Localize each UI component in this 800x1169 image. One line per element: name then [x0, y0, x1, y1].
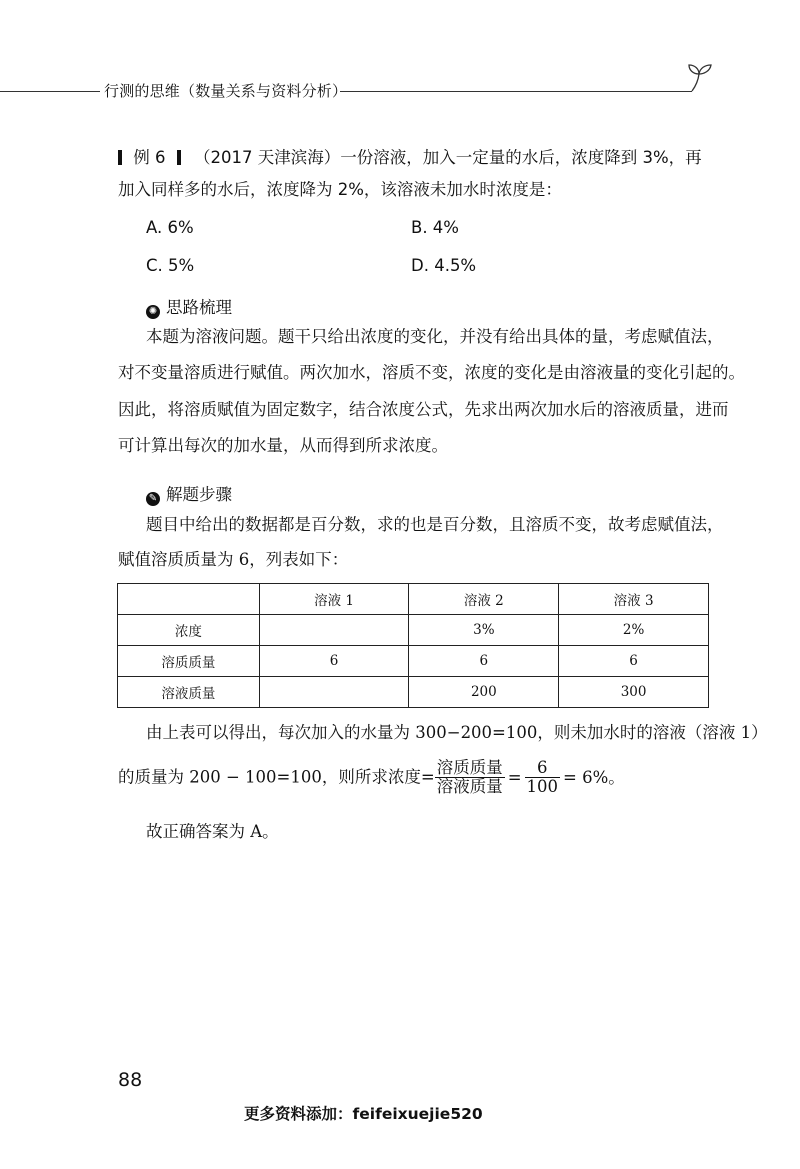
- fraction-denominator: 100: [526, 777, 559, 796]
- label-bar-left: [118, 150, 122, 165]
- option-d: D. 4.5%: [411, 256, 477, 275]
- question-text-1: 一份溶液，加入一定量的水后，浓度降到 3%，再: [340, 148, 702, 167]
- fraction-denominator: 溶液质量: [436, 777, 503, 796]
- lightbulb-icon: ✺: [146, 305, 160, 319]
- formula-equals: =: [507, 767, 522, 787]
- table-cell: 6: [409, 646, 559, 677]
- header-rule-right: [340, 91, 692, 92]
- thinking-line-1: 本题为溶液问题。题干只给出浓度的变化，并没有给出具体的量，考虑赋值法，: [146, 327, 724, 346]
- after-table-line: 由上表可以得出，每次加入的水量为 300−200=100，则未加水时的溶液（溶液 1）: [146, 723, 768, 742]
- formula-line: [118, 759, 625, 796]
- table-row: [118, 677, 709, 708]
- running-header-title: 行测的思维（数量关系与资料分析）: [104, 82, 348, 100]
- option-c: C. 5%: [146, 256, 195, 275]
- table-header-cell: 溶液 3: [559, 584, 709, 615]
- table-cell: 3%: [409, 615, 559, 646]
- table-header-row: [118, 584, 709, 615]
- table-cell: 6: [259, 646, 409, 677]
- question-line-2: 加入同样多的水后，浓度降为 2%，该溶液未加水时浓度是：: [118, 180, 562, 199]
- option-a: A. 6%: [146, 218, 194, 237]
- header-rule-left: [0, 91, 100, 92]
- fraction-solute-over-solution: [435, 759, 505, 796]
- thinking-heading: [146, 294, 232, 319]
- table-cell: [259, 615, 409, 646]
- sprout-icon: [685, 62, 721, 96]
- fraction-6-over-100: [525, 759, 561, 796]
- conclusion-line: 故正确答案为 A。: [146, 822, 279, 841]
- question-line-1: [118, 148, 702, 168]
- thinking-line-4: 可计算出每次的加水量，从而得到所求浓度。: [118, 436, 448, 455]
- page-number: 88: [118, 1069, 143, 1091]
- fraction-numerator: 6: [525, 759, 561, 778]
- table-cell: 溶液质量: [118, 677, 260, 708]
- question-label: 例 6: [133, 148, 166, 167]
- fraction-numerator: 溶质质量: [436, 758, 503, 777]
- solution-heading: [146, 481, 232, 506]
- table-header-cell: [118, 584, 260, 615]
- thinking-line-3: 因此，将溶质赋值为固定数字，结合浓度公式，先求出两次加水后的溶液质量，进而: [118, 400, 729, 419]
- table-row: [118, 615, 709, 646]
- formula-result: = 6%。: [563, 767, 625, 787]
- solution-line-2: 赋值溶质质量为 6，列表如下：: [118, 550, 349, 569]
- option-b: B. 4%: [411, 218, 459, 237]
- table-cell: 2%: [559, 615, 709, 646]
- question-source: （2017 天津滨海）: [194, 148, 341, 167]
- table-cell: 6: [559, 646, 709, 677]
- table-header-cell: 溶液 1: [259, 584, 409, 615]
- label-bar-right: [177, 150, 181, 165]
- solution-line-1: 题目中给出的数据都是百分数，求的也是百分数，且溶质不变，故考虑赋值法，: [146, 515, 724, 534]
- table-cell: 浓度: [118, 615, 260, 646]
- footer-watermark-text: 更多资料添加：feifeixuejie520: [244, 1105, 483, 1123]
- thinking-heading-text: 思路梳理: [166, 298, 232, 317]
- table-cell: 溶质质量: [118, 646, 260, 677]
- thinking-line-2: 对不变量溶质进行赋值。两次加水，溶质不变，浓度的变化是由溶液量的变化引起的。: [118, 363, 745, 382]
- table-cell: 300: [559, 677, 709, 708]
- solution-table: [117, 583, 709, 708]
- pencil-icon: ✎: [146, 492, 160, 506]
- table-cell: [259, 677, 409, 708]
- formula-prefix: 的质量为 200 − 100=100，则所求浓度=: [118, 767, 435, 787]
- table-cell: 200: [409, 677, 559, 708]
- table-header-cell: 溶液 2: [409, 584, 559, 615]
- table-row: [118, 646, 709, 677]
- solution-heading-text: 解题步骤: [166, 485, 232, 504]
